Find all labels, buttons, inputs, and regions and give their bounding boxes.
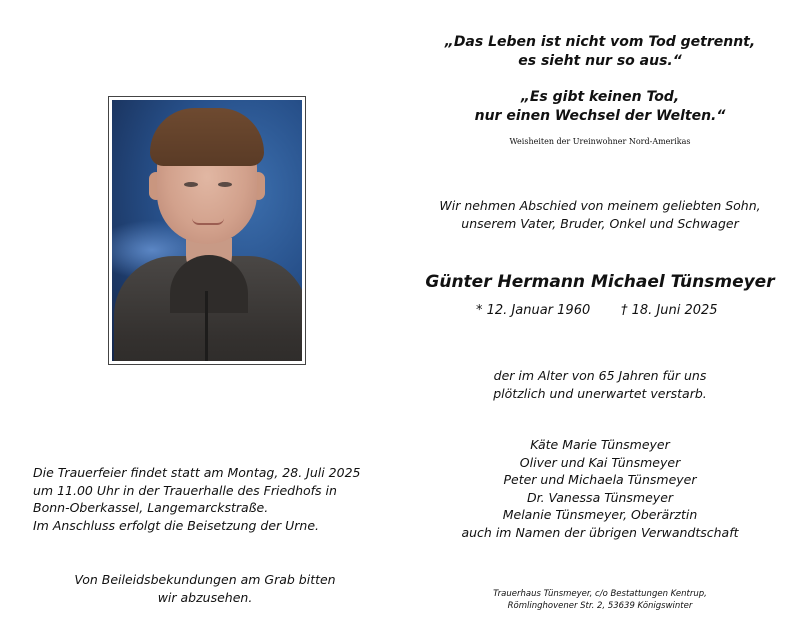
death-circumstance-line-2: plötzlich und unerwartet verstarb. [493, 385, 707, 401]
farewell-text [420, 197, 780, 232]
footer-address [430, 588, 770, 612]
death-circumstance [420, 367, 780, 402]
funeral-info-line: Im Anschluss erfolgt die Beisetzung der Urne. [33, 517, 320, 533]
funeral-info [33, 464, 403, 534]
funeral-info-line: um 11.00 Uhr in der Trauerhalle des Friedhofs in [33, 482, 337, 498]
photo-zipper [205, 291, 208, 361]
portrait-photo-frame [108, 96, 306, 365]
condolence-note-line-1: Von Beileidsbekundungen am Grab bitten [74, 572, 336, 587]
deceased-name: Günter Hermann Michael Tünsmeyer [425, 272, 775, 292]
footer-address-line-2: Römlinghovener Str. 2, 53639 Königswinter [507, 601, 693, 611]
quote-2-line-2: nur einen Wechsel der Welten.“ [474, 108, 726, 124]
quote-1-line-2: es sieht nur so aus.“ [518, 53, 682, 69]
quote-2-line-1: „Es gibt keinen Tod, [520, 89, 680, 105]
quote-2 [430, 88, 770, 126]
footer-address-line-1: Trauerhaus Tünsmeyer, c/o Bestattungen Kentrup, [493, 589, 707, 599]
photo-eye-right [218, 182, 232, 187]
funeral-info-line: Bonn-Oberkassel, Langemarckstraße. [33, 500, 269, 515]
quote-1 [430, 33, 770, 71]
photo-mouth [192, 218, 224, 225]
farewell-line-1: Wir nehmen Abschied von meinem geliebten Sohn, [439, 198, 761, 213]
quote-attribution: Weisheiten der Ureinwohner Nord-Amerikas [509, 137, 691, 146]
funeral-info-line: Die Trauerfeier findet statt am Montag, 28. Juli 2025 [33, 465, 361, 480]
mourners-list [420, 436, 780, 541]
birth-date: * 12. Januar 1960 [476, 303, 591, 318]
mourner-entry: Käte Marie Tünsmeyer [530, 437, 670, 452]
mourner-entry: Oliver und Kai Tünsmeyer [519, 454, 681, 470]
death-circumstance-line-1: der im Alter von 65 Jahren für uns [493, 368, 707, 383]
condolence-note-line-2: wir abzusehen. [157, 589, 253, 605]
mourner-entry: Dr. Vanessa Tünsmeyer [526, 489, 674, 505]
portrait-photo [112, 100, 302, 361]
condolence-note [40, 571, 370, 606]
death-date: † 18. Juni 2025 [621, 303, 718, 318]
mourner-entry: Peter und Michaela Tünsmeyer [503, 472, 697, 487]
photo-hair [150, 108, 264, 166]
photo-eye-left [184, 182, 198, 187]
mourner-entry: Melanie Tünsmeyer, Oberärztin [502, 507, 698, 522]
quote-1-line-1: „Das Leben ist nicht vom Tod getrennt, [444, 34, 756, 50]
mourner-entry: auch im Namen der übrigen Verwandtschaft [461, 524, 739, 540]
farewell-line-2: unserem Vater, Bruder, Onkel und Schwager [461, 215, 739, 231]
